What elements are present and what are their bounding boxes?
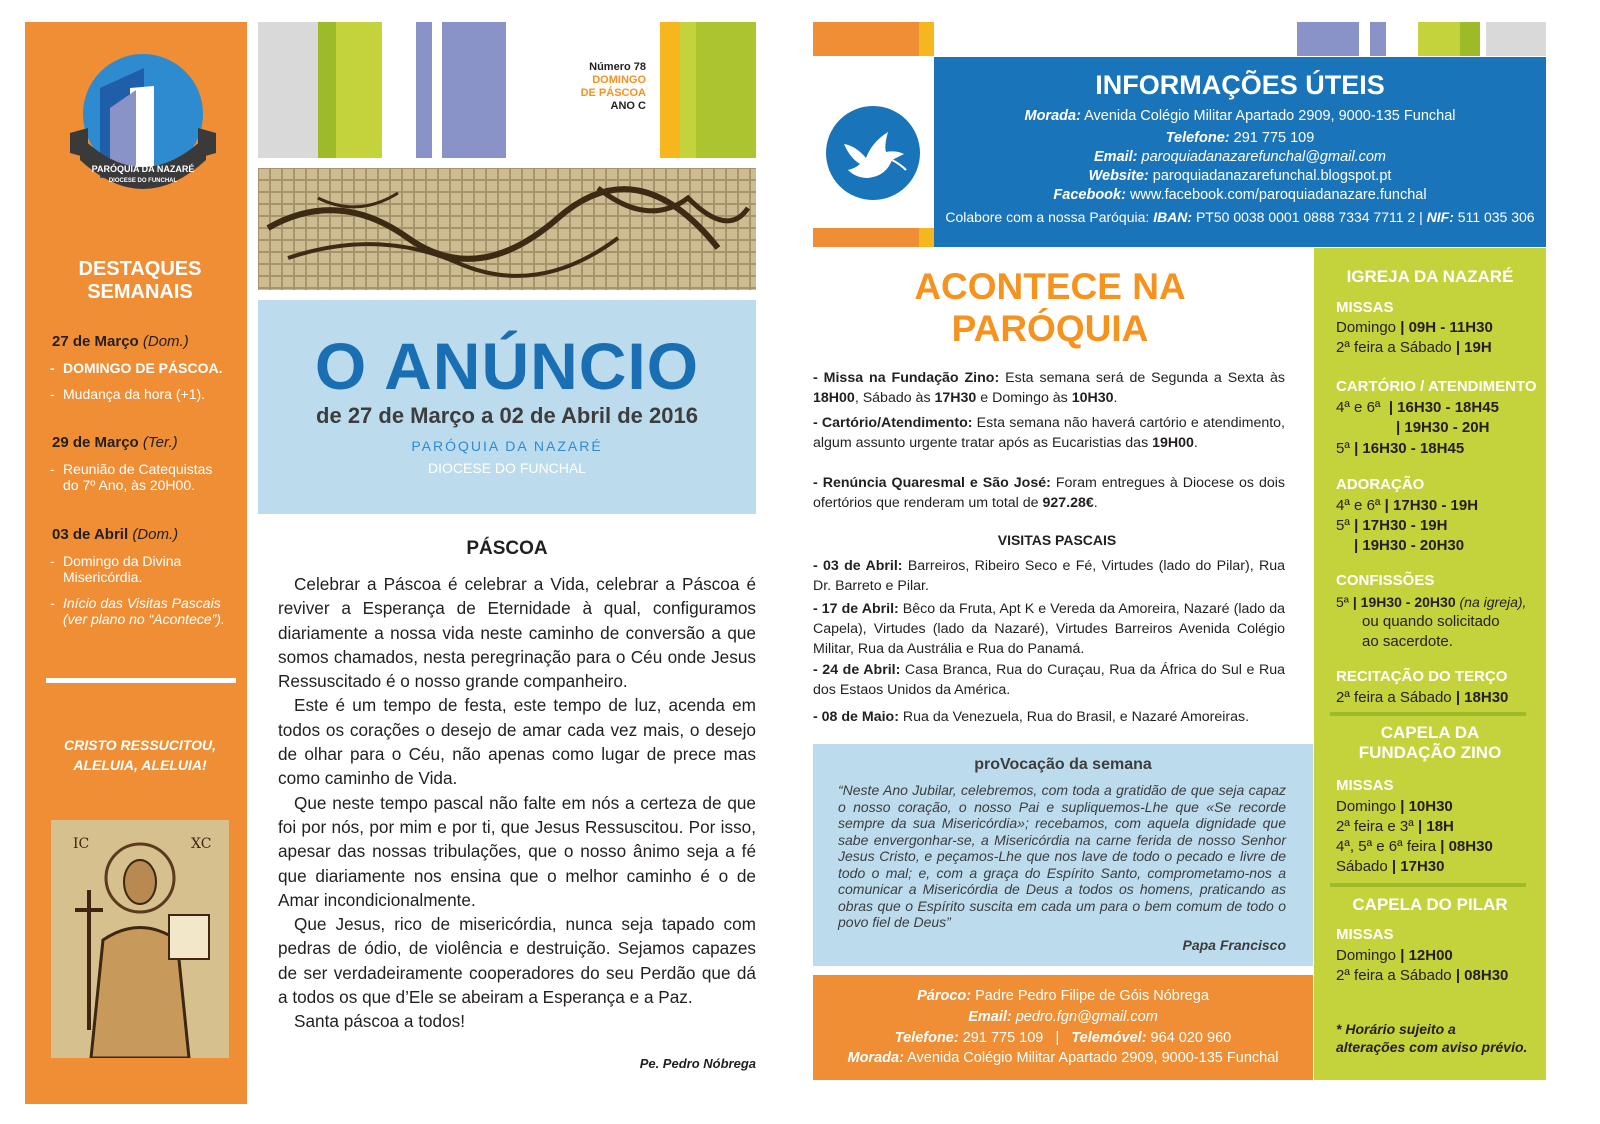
info-label: Telefone: <box>1165 130 1230 146</box>
schedule-line: Sábado | 17H30 <box>1336 858 1445 875</box>
paroco-phones <box>813 1028 1313 1048</box>
stripe <box>318 22 336 158</box>
acontece-item-text: Foram entregues à Diocese os dois ofertórios que renderam um total de 927.28€. <box>813 475 1285 511</box>
stripe <box>416 22 432 158</box>
paroco-label: Morada: <box>847 1050 904 1066</box>
paroco-name <box>813 986 1313 1006</box>
bullet: - <box>50 553 55 569</box>
newsletter-parish: PARÓQUIA DA NAZARÉ <box>411 438 603 454</box>
destaques-title-line2: SEMANAIS <box>87 281 193 303</box>
capela-pilar-heading: CAPELA DO PILAR <box>1352 895 1508 914</box>
stripe <box>1460 22 1480 56</box>
dove-icon <box>826 106 920 200</box>
stripe <box>919 228 934 247</box>
visita-item <box>813 660 1285 700</box>
stripe <box>1370 22 1386 56</box>
mosaic-tiles <box>258 168 756 290</box>
schedule-separator <box>1330 883 1526 887</box>
stripe <box>813 22 919 56</box>
acontece-item-label: - Missa na Fundação Zino: <box>813 370 1000 386</box>
visita-item <box>813 556 1285 596</box>
issue-number: Número 78 <box>589 61 646 73</box>
provocacao-title: proVocação da semana <box>974 756 1152 773</box>
schedule-line: ao sacerdote. <box>1362 633 1453 650</box>
parish-logo <box>60 48 226 214</box>
article-paragraph: Celebrar a Páscoa é celebrar a Vida, celebrar a Páscoa é reviver a Esperança de Eternidade à qual, configuramos diariamente a nossa vida neste caminho de conversão a que somos chamados, nesta peregrinação para o Céu onde Jesus Ressuscitado é o nosso grande companheiro. <box>278 574 756 692</box>
visita-date: - 08 de Maio: <box>813 709 899 725</box>
visita-item <box>813 599 1285 659</box>
info-label: Email: <box>1094 149 1138 165</box>
stripe <box>1297 22 1359 56</box>
visita-text: Casa Branca, Rua do Curaçau, Rua da África do Sul e Rua dos Estaos Unidos da América. <box>813 662 1285 698</box>
visitas-title: VISITAS PASCAIS <box>997 532 1117 548</box>
paroco-value: Padre Pedro Filipe de Góis Nóbrega <box>971 988 1209 1004</box>
icon-face <box>124 860 156 904</box>
acontece-item <box>813 368 1285 408</box>
logo-parish-name: PARÓQUIA DA NAZARÉ <box>91 164 195 174</box>
paroco-label: Email: <box>968 1009 1012 1025</box>
schedule-line: | 19H30 - 20H <box>1396 419 1490 436</box>
acontece-title-line1: ACONTECE NA <box>914 266 1186 307</box>
visita-date: - 17 de Abril: <box>813 601 899 617</box>
event-item <box>50 595 230 627</box>
article-title: PÁSCOA <box>466 538 548 559</box>
stripe <box>258 22 318 158</box>
destaques-title <box>40 258 240 304</box>
schedule-separator <box>1330 712 1526 716</box>
dove-svg <box>826 106 920 200</box>
acontece-item-label: - Cartório/Atendimento: <box>813 415 973 431</box>
cristo-line2: ALELUIA, ALELUIA! <box>73 757 207 773</box>
acontece-item <box>813 413 1285 453</box>
stripe <box>696 22 756 158</box>
stripe <box>336 22 382 158</box>
event-item-text: Reunião de Catequistas do 7º Ano, às 20H00. <box>63 461 213 493</box>
schedule-subheading: MISSAS <box>1336 777 1394 794</box>
icon-letters-ic: IC <box>73 836 90 852</box>
event-day: (Ter.) <box>142 434 178 451</box>
info-nif: 511 035 306 <box>1453 209 1535 225</box>
schedule-line: Domingo | 09H - 11H30 <box>1336 319 1493 336</box>
schedule-line: 4ª, 5ª e 6ª feira | 08H30 <box>1336 838 1493 855</box>
dove-shape <box>844 132 904 178</box>
event-item-text: Início das Visitas Pascais (ver plano no “Acontece”). <box>63 595 225 627</box>
acontece-item-text: Esta semana não haverá cartório e atendimento, algum assunto urgente tratar após as Eucaristias das 19H00. <box>813 415 1285 451</box>
igreja-heading: IGREJA DA NAZARÉ <box>1346 267 1514 286</box>
sidebar-divider <box>46 678 236 683</box>
cristo-ressuscitou-text <box>40 735 240 775</box>
info-label: NIF: <box>1426 209 1454 225</box>
schedule-line: 2ª feira a Sábado | 18H30 <box>1336 689 1509 706</box>
schedule-line: 4ª e 6ª | 16H30 - 18H45 <box>1336 399 1499 416</box>
info-separator: | <box>1415 209 1427 225</box>
provocacao-author: Papa Francisco <box>1182 937 1286 953</box>
stripe <box>919 22 934 56</box>
event-item-text: DOMINGO DE PÁSCOA. <box>63 360 223 376</box>
acontece-item-text: Esta semana será de Segunda a Sexta às 18H00, Sábado às 17H30 e Domingo às 10H30. <box>813 370 1285 406</box>
schedule-line: 4ª e 6ª | 17H30 - 19H <box>1336 497 1479 514</box>
schedule-subheading: ADORAÇÃO <box>1336 476 1425 493</box>
article-signature: Pe. Pedro Nóbrega <box>639 1056 756 1071</box>
visita-item <box>813 707 1285 727</box>
stripe <box>680 22 688 158</box>
article-body <box>278 572 756 1034</box>
schedule-subheading: RECITAÇÃO DO TERÇO <box>1336 668 1508 685</box>
stripe <box>813 228 919 247</box>
event-item-text: Mudança da hora (+1). <box>63 386 206 402</box>
info-label: Facebook: <box>1053 187 1126 203</box>
info-iban: PT50 0038 0001 0888 7334 7711 2 <box>1192 209 1416 225</box>
schedule-line: 2ª feira a Sábado | 08H30 <box>1336 967 1509 984</box>
info-phone <box>934 128 1546 148</box>
info-website <box>934 166 1546 186</box>
icon-book <box>169 915 209 959</box>
schedule-line: 5ª | 16H30 - 18H45 <box>1336 440 1465 457</box>
stripe <box>660 22 680 158</box>
bullet: - <box>50 386 55 402</box>
paroco-label: Pároco: <box>917 988 972 1004</box>
visita-text: Bêco da Fruta, Apt K e Vereda da Amoreira, Nazaré (lado da Capela), Virtudes (lado da Nazaré), Virtudes Barreiros Avenida Colégio Militar, Rua da Austrália e Rua do Panamá. <box>813 601 1285 657</box>
schedule-line: 5ª | 19H30 - 20H30 (na igreja), <box>1336 594 1527 610</box>
schedule-line: Domingo | 12H00 <box>1336 947 1453 964</box>
newsletter-dates: de 27 de Março a 02 de Abril de 2016 <box>316 403 698 428</box>
event-date <box>52 526 178 543</box>
paroco-value: Avenida Colégio Militar Apartado 2909, 9000-135 Funchal <box>903 1050 1279 1066</box>
schedule-line: 2ª feira e 3ª | 18H <box>1336 818 1454 835</box>
paroco-email <box>813 1007 1313 1027</box>
schedule-line: | 19H30 - 20H30 <box>1354 537 1465 554</box>
schedule-subheading: MISSAS <box>1336 299 1394 316</box>
disclaimer-line2: alterações com aviso prévio. <box>1336 1039 1528 1055</box>
event-item <box>50 461 230 493</box>
paroco-label: Telefone: <box>894 1030 959 1046</box>
event-date-text: 03 de Abril <box>52 526 129 543</box>
destaques-title-line1: DESTAQUES <box>78 258 202 280</box>
info-value[interactable]: www.facebook.com/paroquiadanazare.funchal <box>1125 187 1427 203</box>
visita-text: Barreiros, Ribeiro Seco e Fé, Virtudes (lado do Pilar), Rua Dr. Barreto e Pilar. <box>813 558 1285 594</box>
schedule-line: Domingo | 10H30 <box>1336 798 1453 815</box>
capela-zino-line2: FUNDAÇÃO ZINO <box>1358 743 1502 762</box>
schedule-subheading: MISSAS <box>1336 926 1394 943</box>
schedule-disclaimer <box>1336 1020 1536 1056</box>
schedule-line: 2ª feira a Sábado | 19H <box>1336 339 1492 356</box>
info-facebook <box>934 185 1546 205</box>
bullet: - <box>50 360 55 376</box>
paroco-address <box>813 1048 1313 1068</box>
acontece-title <box>813 266 1287 350</box>
info-value[interactable]: paroquiadanazarefunchal.blogspot.pt <box>1148 168 1392 184</box>
schedule-line: 5ª | 17H30 - 19H <box>1336 517 1448 534</box>
info-address <box>934 106 1546 126</box>
paroco-phone: 291 775 109 | <box>958 1030 1072 1046</box>
info-label: Website: <box>1088 168 1149 184</box>
info-value[interactable]: paroquiadanazarefunchal@gmail.com <box>1137 149 1386 165</box>
info-value: 291 775 109 <box>1229 130 1315 146</box>
event-day: (Dom.) <box>132 526 179 543</box>
info-colabore: Colabore com a nossa Paróquia: <box>945 209 1154 225</box>
paroco-mobile: 964 020 960 <box>1146 1030 1232 1046</box>
event-item <box>50 553 230 585</box>
acontece-title-line2: PARÓQUIA <box>951 308 1149 349</box>
icon-letters-xc: XC <box>191 836 212 852</box>
event-date <box>52 333 189 350</box>
article-paragraph: Santa páscoa a todos! <box>294 1011 466 1032</box>
stripe <box>1486 22 1546 56</box>
info-email <box>934 147 1546 167</box>
article-paragraph: Este é um tempo de festa, este tempo de luz, acenda em todos os corações o desejo de amar cada vez mais, o desejo de olhar para o Céu, não apenas como lugar de prece mas como caminho de Vida. <box>278 695 756 789</box>
visita-date: - 24 de Abril: <box>813 662 901 678</box>
paroco-label: Telemóvel: <box>1071 1030 1147 1046</box>
info-label: IBAN: <box>1153 209 1193 225</box>
event-date <box>52 434 178 451</box>
capela-zino-heading <box>1314 723 1546 763</box>
issue-sunday: DOMINGO <box>592 74 646 86</box>
capela-zino-line1: CAPELA DA <box>1380 723 1480 742</box>
issue-year: ANO C <box>610 100 646 112</box>
logo-diocese-name: DIOCESE DO FUNCHAL <box>108 178 178 184</box>
article-paragraph: Que neste tempo pascal não falte em nós a certeza de que foi por nós, por mim e por ti, que Jesus Ressuscitou. Por isso, apesar das nossas tribulações, que o nosso ânimo seja a fé que diariamente nos ensina que o melhor caminho é o de Amar incondicionalmente. <box>278 792 756 910</box>
christ-icon-image <box>51 820 229 1058</box>
event-date-text: 29 de Março <box>52 434 139 451</box>
event-date-text: 27 de Março <box>52 333 139 350</box>
article-paragraph: Que Jesus, rico de misericórdia, nunca seja tapado com pedras de ódio, de violência e destruição. Sejamos capazes de ser verdadeiramente cooperadores do seu Perdão que dá a todos os que d’Ele se abeiram a Esperança e a Paz. <box>278 914 756 1008</box>
event-item-text: Domingo da Divina Misericórdia. <box>63 553 182 585</box>
info-value: Avenida Colégio Militar Apartado 2909, 9000-135 Funchal <box>1080 108 1456 124</box>
bullet: - <box>50 595 55 611</box>
info-donation <box>934 207 1546 227</box>
schedule-subheading: CONFISSÕES <box>1336 572 1435 589</box>
issue-easter: DE PÁSCOA <box>580 87 646 99</box>
info-label: Morada: <box>1024 108 1081 124</box>
disclaimer-line1: * Horário sujeito a <box>1336 1021 1456 1037</box>
newsletter-title: O ANÚNCIO <box>314 329 700 403</box>
stripe <box>442 22 506 158</box>
acontece-item <box>813 473 1285 513</box>
visita-date: - 03 de Abril: <box>813 558 903 574</box>
provocacao-quote: “Neste Ano Jubilar, celebremos, com toda a gratidão de que seja capaz o nosso coração, o nosso Pai e supliquemos-Lhe que «Se recorde sempre da sua Misericórdia»; recebamos, com aquela dignidade que sabe envergonhar-se, a Misericórdia na carne ferida de nosso Senhor Jesus Cristo, e peçamos-Lhe que nos lave de todo o pecado e livre de todo o mal; e, com a graça do Espírito Santo, comprometamo-nos a comunicar a Misericórdia de Deus a todos os homens, praticando as obras que o Espírito suscita em cada um para o bem comum de todo o povo fiel de Deus” <box>838 782 1286 930</box>
info-title: INFORMAÇÕES ÚTEIS <box>1095 70 1385 100</box>
event-item <box>50 386 230 402</box>
newsletter-diocese: DIOCESE DO FUNCHAL <box>428 460 586 476</box>
stripe <box>1418 22 1460 56</box>
paroco-value[interactable]: pedro.fgn@gmail.com <box>1011 1009 1158 1025</box>
event-item <box>50 360 230 376</box>
schedule-subheading: CARTÓRIO / ATENDIMENTO <box>1336 378 1537 395</box>
bullet: - <box>50 461 55 477</box>
olive-branch <box>892 160 906 170</box>
issue-info <box>558 61 646 113</box>
acontece-item-label: - Renúncia Quaresmal e São José: <box>813 475 1051 491</box>
event-day: (Dom.) <box>142 333 189 350</box>
schedule-line: ou quando solicitado <box>1362 613 1500 630</box>
visita-text: Rua da Venezuela, Rua do Brasil, e Nazaré Amoreiras. <box>898 709 1250 725</box>
mosaic-image <box>258 168 756 290</box>
cristo-line1: CRISTO RESSUCITOU, <box>64 737 216 753</box>
